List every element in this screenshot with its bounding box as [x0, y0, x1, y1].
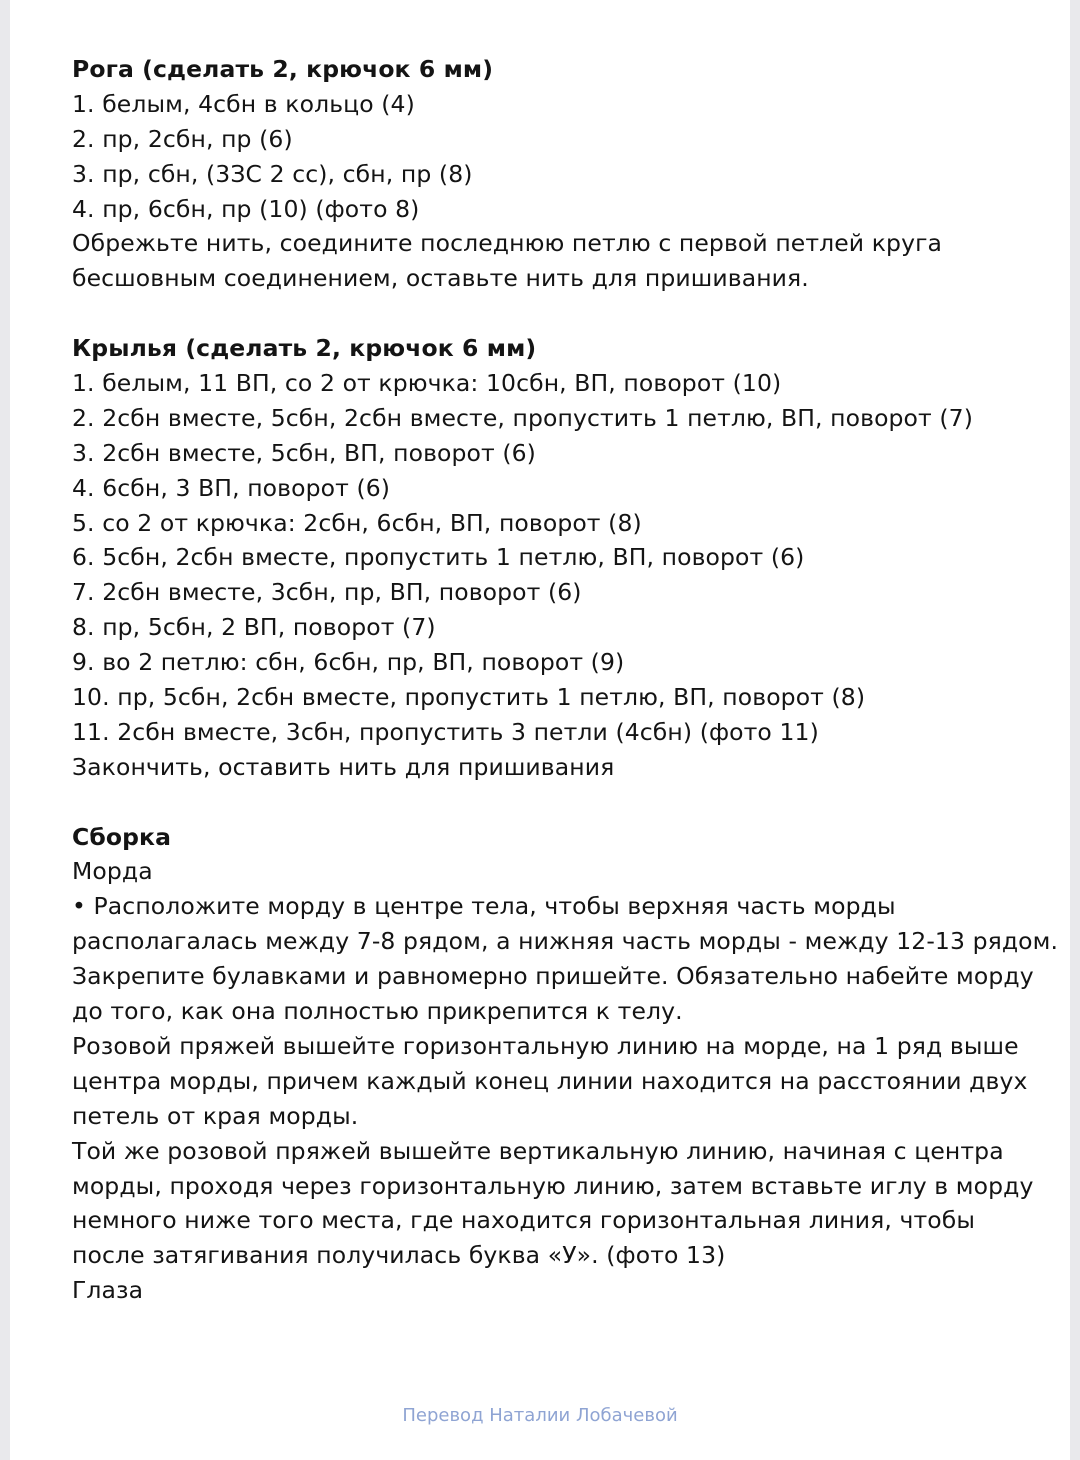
horns-line: бесшовным соединением, оставьте нить для пришивания.: [72, 264, 809, 293]
section-heading-wings: Крылья (сделать 2, крючок 6 мм): [72, 334, 537, 363]
assembly-line: до того, как она полностью прикрепится к телу.: [72, 997, 683, 1026]
wings-line: 3. 2сбн вместе, 5сбн, ВП, поворот (6): [72, 438, 536, 467]
wings-line: 11. 2сбн вместе, 3сбн, пропустить 3 петли (4сбн) (фото 11): [72, 717, 819, 746]
assembly-line: Той же розовой пряжей вышейте вертикальную линию, начиная с центра: [72, 1136, 1004, 1165]
subheading-eyes: Глаза: [72, 1276, 144, 1305]
assembly-line: морды, проходя через горизонтальную линию, затем вставьте иглу в морду: [72, 1171, 1034, 1200]
wings-line: Закончить, оставить нить для пришивания: [72, 752, 615, 781]
section-spacer: [72, 785, 1062, 820]
wings-line: 5. со 2 от крючка: 2сбн, 6сбн, ВП, поворот (8): [72, 508, 642, 537]
wings-line: 1. белым, 11 ВП, со 2 от крючка: 10сбн, ВП, поворот (10): [72, 369, 782, 398]
translator-credit: Перевод Наталии Лобачевой: [402, 1405, 678, 1426]
document-content: [72, 52, 1062, 1308]
assembly-line: • Расположите морду в центре тела, чтобы верхняя часть морды: [72, 892, 896, 921]
horns-line: 2. пр, 2сбн, пр (6): [72, 124, 293, 153]
assembly-line: Закрепите булавками и равномерно пришейте. Обязательно набейте морду: [72, 962, 1034, 991]
horns-line: 4. пр, 6сбн, пр (10) (фото 8): [72, 194, 420, 223]
wings-line: 6. 5сбн, 2сбн вместе, пропустить 1 петлю, ВП, поворот (6): [72, 543, 805, 572]
wings-line: 2. 2сбн вместе, 5сбн, 2сбн вместе, пропустить 1 петлю, ВП, поворот (7): [72, 403, 973, 432]
wings-line: 9. во 2 петлю: сбн, 6сбн, пр, ВП, поворот (9): [72, 648, 625, 677]
assembly-line: Розовой пряжей вышейте горизонтальную линию на морде, на 1 ряд выше: [72, 1031, 1019, 1060]
wings-line: 8. пр, 5сбн, 2 ВП, поворот (7): [72, 613, 436, 642]
document-page: [10, 0, 1070, 1460]
horns-line: 3. пр, сбн, (3ЗС 2 сс), сбн, пр (8): [72, 159, 473, 188]
wings-line: 4. 6сбн, 3 ВП, поворот (6): [72, 473, 391, 502]
wings-line: 10. пр, 5сбн, 2сбн вместе, пропустить 1 петлю, ВП, поворот (8): [72, 683, 866, 712]
assembly-line: немного ниже того места, где находится горизонтальная линия, чтобы: [72, 1206, 976, 1235]
assembly-line: центра морды, причем каждый конец линии находится на расстоянии двух: [72, 1066, 1028, 1095]
assembly-line: после затягивания получилась буква «У». (фото 13): [72, 1241, 726, 1270]
horns-line: Обрежьте нить, соедините последнюю петлю с первой петлей круга: [72, 229, 943, 258]
horns-line: 1. белым, 4сбн в кольцо (4): [72, 89, 415, 118]
subheading-muzzle: Морда: [72, 857, 153, 886]
section-spacer: [72, 296, 1062, 331]
assembly-line: петель от края морды.: [72, 1101, 359, 1130]
section-heading-horns: Рога (сделать 2, крючок 6 мм): [72, 55, 494, 83]
wings-line: 7. 2сбн вместе, 3сбн, пр, ВП, поворот (6): [72, 578, 582, 607]
section-heading-assembly: Сборка: [72, 822, 172, 851]
assembly-line: располагалась между 7-8 рядом, а нижняя часть морды - между 12-13 рядом.: [72, 927, 1059, 956]
